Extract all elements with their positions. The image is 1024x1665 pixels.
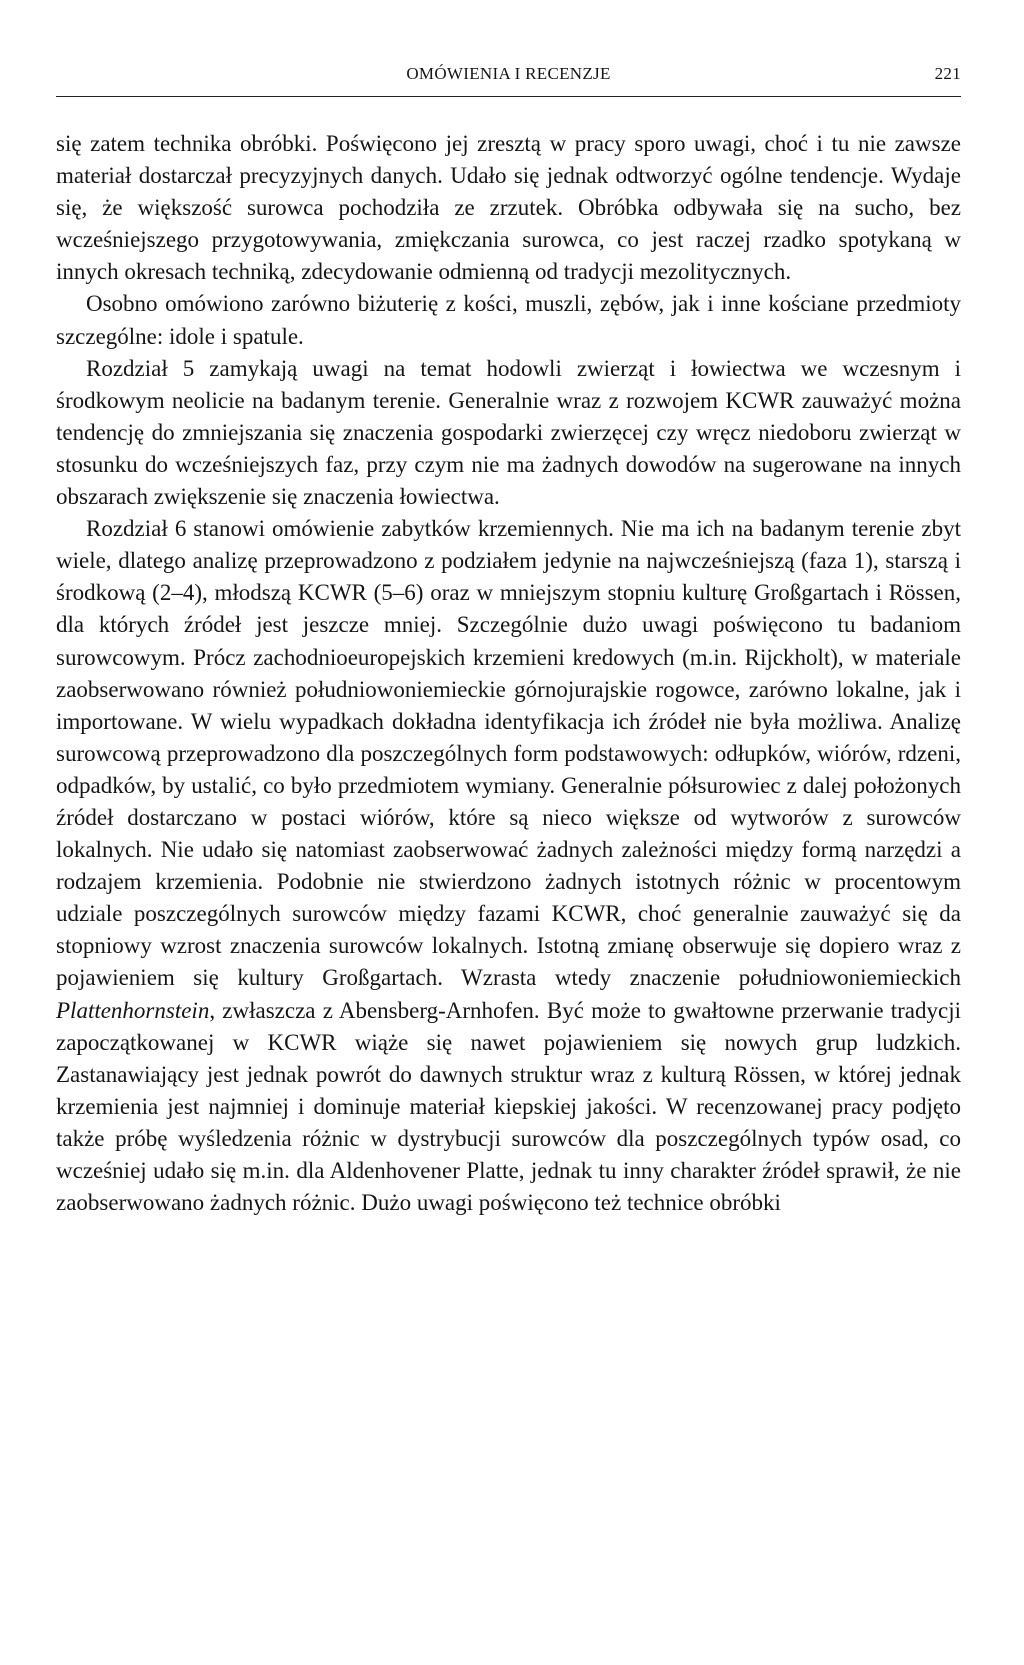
page-number: 221 [934,64,961,83]
header-rule [56,96,961,97]
italic-term: Plattenhornstein [56,997,210,1023]
paragraph-ornaments: Osobno omówiono zarówno biżuterię z kości, muszli, zębów, jak i inne kościane przedmioty szczególne: idole i spatule. [56,291,961,349]
running-header [56,64,961,92]
paragraph-text: , zwłaszcza z Abensberg-Arnhofen. Być może to gwałtowne przerwanie tradycji zapoczątkowanej w KCWR wiąże się nawet pojawieniem się nowych grup ludzkich. Zastanawiający jest jednak powrót do dawnych struktur wraz z kulturą Rössen, w której jednak krzemienia jest najmniej i dominuje materiał kiepskiej jakości. W recenzowanej pracy podjęto także próbę wyśledzenia różnic w dystrybucji surowców dla poszczególnych typów osad, co wcześniej udało się m.in. dla Aldenhovener Platte, jednak tu inny charakter źródeł sprawił, że nie zaobserwowano żadnych różnic. Dużo uwagi poświęcono też technice obróbki [56,997,961,1216]
paragraph-chapter-5: Rozdział 5 zamykają uwagi na temat hodowli zwierząt i łowiectwa we wczesnym i środkowym neolicie na badanym terenie. Generalnie wraz z rozwojem KCWR zauważyć można tendencję do zmniejszania się znaczenia gospodarki zwierzęcej czy wręcz niedoboru zwierząt w stosunku do wcześniejszych faz, przy czym nie ma żadnych dowodów na sugerowane na innych obszarach zwiększenie się znaczenia łowiectwa. [56,355,961,510]
body-text [56,128,961,1219]
paragraph-text: Rozdział 6 stanowi omówienie zabytków krzemiennych. Nie ma ich na badanym terenie zbyt wiele, dlatego analizę przeprowadzono z podziałem jedynie na najwcześniejszą (faza 1), starszą i środkową (2–4), młodszą KCWR (5–6) oraz w mniejszym stopniu kulturę Großgartach i Rössen, dla których źródeł jest jeszcze mniej. Szczególnie dużo uwagi poświęcono tu badaniom surowcowym. Prócz zachodnioeuropejskich krzemieni kredowych (m.in. Rijckholt), w materiale zaobserwowano również południowoniemieckie górnojurajskie rogowce, zarówno lokalne, jak i importowane. W wielu wypadkach dokładna identyfikacja ich źródeł nie była możliwa. Analizę surowcową przeprowadzono dla poszczególnych form podstawowych: odłupków, wiórów, rdzeni, odpadków, by ustalić, co było przedmiotem wymiany. Generalnie półsurowiec z dalej położonych źródeł dostarczano w postaci wiórów, które są nieco większe od wytworów z surowców lokalnych. Nie udało się natomiast zaobserwować żadnych zależności między formą narzędzi a rodzajem krzemienia. Podobnie nie stwierdzono żadnych istotnych różnic w procentowym udziale poszczególnych surowców między fazami KCWR, choć generalnie zauważyć się da stopniowy wzrost znaczenia surowców lokalnych. Istotną zmianę obserwuje się dopiero wraz z pojawieniem się kultury Großgartach. Wzrasta wtedy znaczenie południowoniemieckich [56,516,961,991]
running-title: OMÓWIENIA I RECENZJE [406,64,611,83]
paragraph-chapter-6 [56,513,961,1219]
paragraph-continuation: się zatem technika obróbki. Poświęcono jej zresztą w pracy sporo uwagi, choć i tu nie zawsze materiał dostarczał precyzyjnych danych. Udało się jednak odtworzyć ogólne tendencje. Wydaje się, że większość surowca pochodziła ze zrzutek. Obróbka odbywała się na sucho, bez wcześniejszego przygotowywania, zmiękczania surowca, co jest raczej rzadko spotykaną w innych okresach techniką, zdecydowanie odmienną od tradycji mezolitycznych. [56,131,961,285]
